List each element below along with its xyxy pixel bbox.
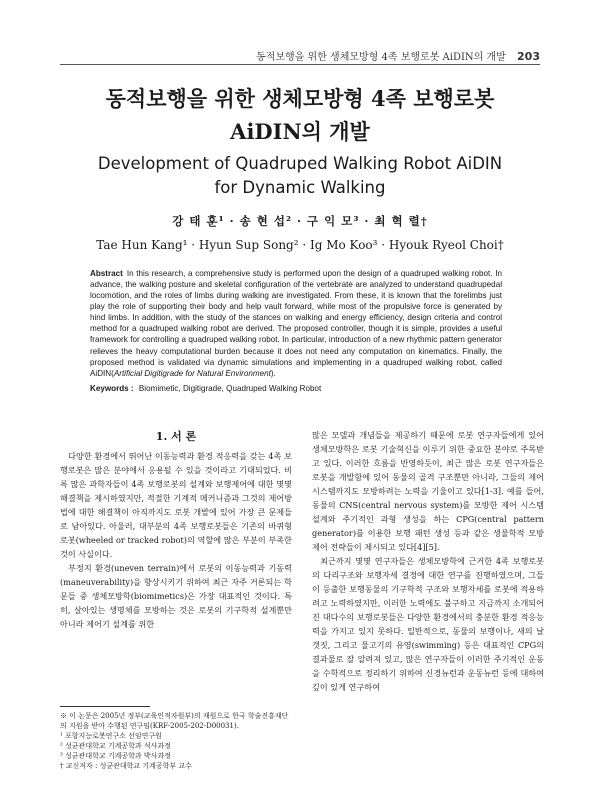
left-paragraph-1: 다양한 환경에서 뛰어난 이동능력과 환경 적응력을 갖는 4족 보행로봇은 많은 분야에서 응용될 수 있을 것이라고 기대되었다. 비록 많은 과학자들이 4족 보행로봇의 설계와 보행제어에 대한 몇몇 해결책을 제시하였지만, 적절한 기계적 메커니즘과 그것의 제어방법에 대한 해결책이 아직까지도 로봇 개발에 있어 가장 큰 문제들로 남아있다. 아울러, 대부분의 4족 보행로봇들은 기존의 바퀴형 로봇(wheeled or tracked robot)의 역할에 많은 부분이 부족한 것이 사실이다. [60,451,292,560]
section-heading: 1. 서 론 [155,430,197,443]
korean-title-line-1: 동적보행을 위한 생체모방형 4족 보행로봇 [105,86,495,111]
abstract-text-end: ). [270,368,276,378]
footnotes [60,712,292,772]
footnote-author-2: ² 성균관대학교 기계공학과 석사과정 [60,741,171,750]
running-header [0,48,540,63]
abstract [90,268,502,379]
keywords-label: Keywords : [90,384,134,393]
korean-title-line-2: AiDIN의 개발 [230,118,370,144]
abstract-label: Abstract [90,269,123,278]
footnote-funding: ※ 이 논문은 2005년 정부(교육인적자원부)의 재원으로 한국 학술진흥재단의 지원을 받아 수행된 연구임(KRF-2005-202-D00031). [60,712,289,730]
footnote-author-1: ¹ 포항지능로봇연구소 선임연구원 [60,731,162,740]
left-column [60,449,292,631]
abstract-text-italic: Artificial Digitigrade for Natural Environment [113,368,271,378]
korean-title [0,83,600,148]
running-title: 동적보행을 위한 생체모방형 4족 보행로봇 AiDIN의 개발 [256,52,506,63]
left-paragraph-2: 부정지 환경(uneven terrain)에서 로봇의 이동능력과 기동력(maneuverability)을 향상시키기 위하여 최근 자주 거론되는 학문들 중 생체모방학(biomimetics)은 가장 대표적인 것이다. 특히, 살아있는 생명체를 모방하는 것은 로봇의 기구학적 설계뿐만 아니라 제어기 설계를 위한 [60,563,292,630]
authors-english: Tae Hun Kang¹ · Hyun Sup Song² · Ig Mo Koo³ · Hyouk Ryeol Choi† [96,238,504,252]
page-number: 203 [517,50,540,63]
english-title [0,152,600,200]
footnote-corresponding: † 교신저자 : 성균관대학교 기계공학부 교수 [60,761,192,770]
right-column [312,428,544,694]
keywords [90,384,502,393]
header-rule [60,64,540,65]
footnote-rule [60,706,150,707]
authors-korean: 강 태 훈¹ · 송 현 섭² · 구 익 모³ · 최 혁 렬† [172,214,428,228]
abstract-text: In this research, a comprehensive study is performed upon the design of a quadruped walking robot. In advance, the walking posture and skeletal configuration of the vertebrate are analyzed to understand quadrupedal locomotion, and the roles of limbs during walking are investigated. From these, it is known that the forelimbs just play the role of supporting their body and help vault forward, while most of the propulsive force is generated by hind limbs. In addition, with the study of the stances on walking and energy efficiency, design criteria and control method for a quadruped walking robot are derived. The proposed controller, though it is simple, provides a useful framework for controlling a quadruped walking robot. In particular, introduction of a new rhythmic pattern generator relieves the heavy computational burden because it does not need any computation on kinematics. Finally, the proposed method is validated via dynamic simulations and implementing in a quadruped walking robot, called AiDIN( [90,269,502,378]
keywords-text: Biomimetic, Digitigrade, Quadruped Walking Robot [138,384,322,393]
right-paragraph-2: 최근까지 몇몇 연구자들은 생체모방학에 근거한 4족 보행로봇의 다리구조와 보행자세 결정에 대한 연구를 진행하였으며, 그들이 등출한 보행동물의 기구학적 구조와 보행자세를 로봇에 적용하려고 노력하였지만, 이러한 노력에도 불구하고 지금까지 소개되어진 대다수의 보행로봇들은 다양한 환경에서의 충분한 환경 적응능력을 가지고 있지 못하다. 일반적으로, 동물의 보행이나, 새의 날갯짓, 그리고 물고기의 유영(swimming) 등은 대표적인 CPG의 결과물로 잘 알려져 있고, 많은 연구자들이 이러한 주기적인 운동을 수학적으로 정리하기 위하여 신경뉴런과 운동뉴런 등에 대하여 깊이 있게 연구하여 [312,556,544,693]
footnote-author-3: ³ 성균관대학교 기계공학과 박사과정 [60,751,171,760]
english-title-line-2: for Dynamic Walking [214,177,386,197]
right-paragraph-1: 많은 모델과 개념들을 제공하기 때문에 로봇 연구자들에게 있어 생체모방학은 로봇 기술혁신을 이루기 위한 중요한 분야로 주목받고 있다. 이러한 흐름을 반영하듯이, 최근 많은 로봇 연구자들은 로봇을 개발함에 있어 동물의 골격 구조뿐만 아니라, 그들의 제어 시스템까지도 모방하려는 노력을 기울이고 있다[1-3]. 예를 들어, 동물의 CNS(central nervous system)를 모방한 제어 시스템 설계와 주기적인 과형 생성을 하는 CPG(central pattern generator)를 이용한 보행 패턴 생성 등과 같은 생물학적 모방 제어 전략들이 제시되고 있다[4][5]. [312,430,544,553]
english-title-line-1: Development of Quadruped Walking Robot AiDIN [97,154,503,173]
